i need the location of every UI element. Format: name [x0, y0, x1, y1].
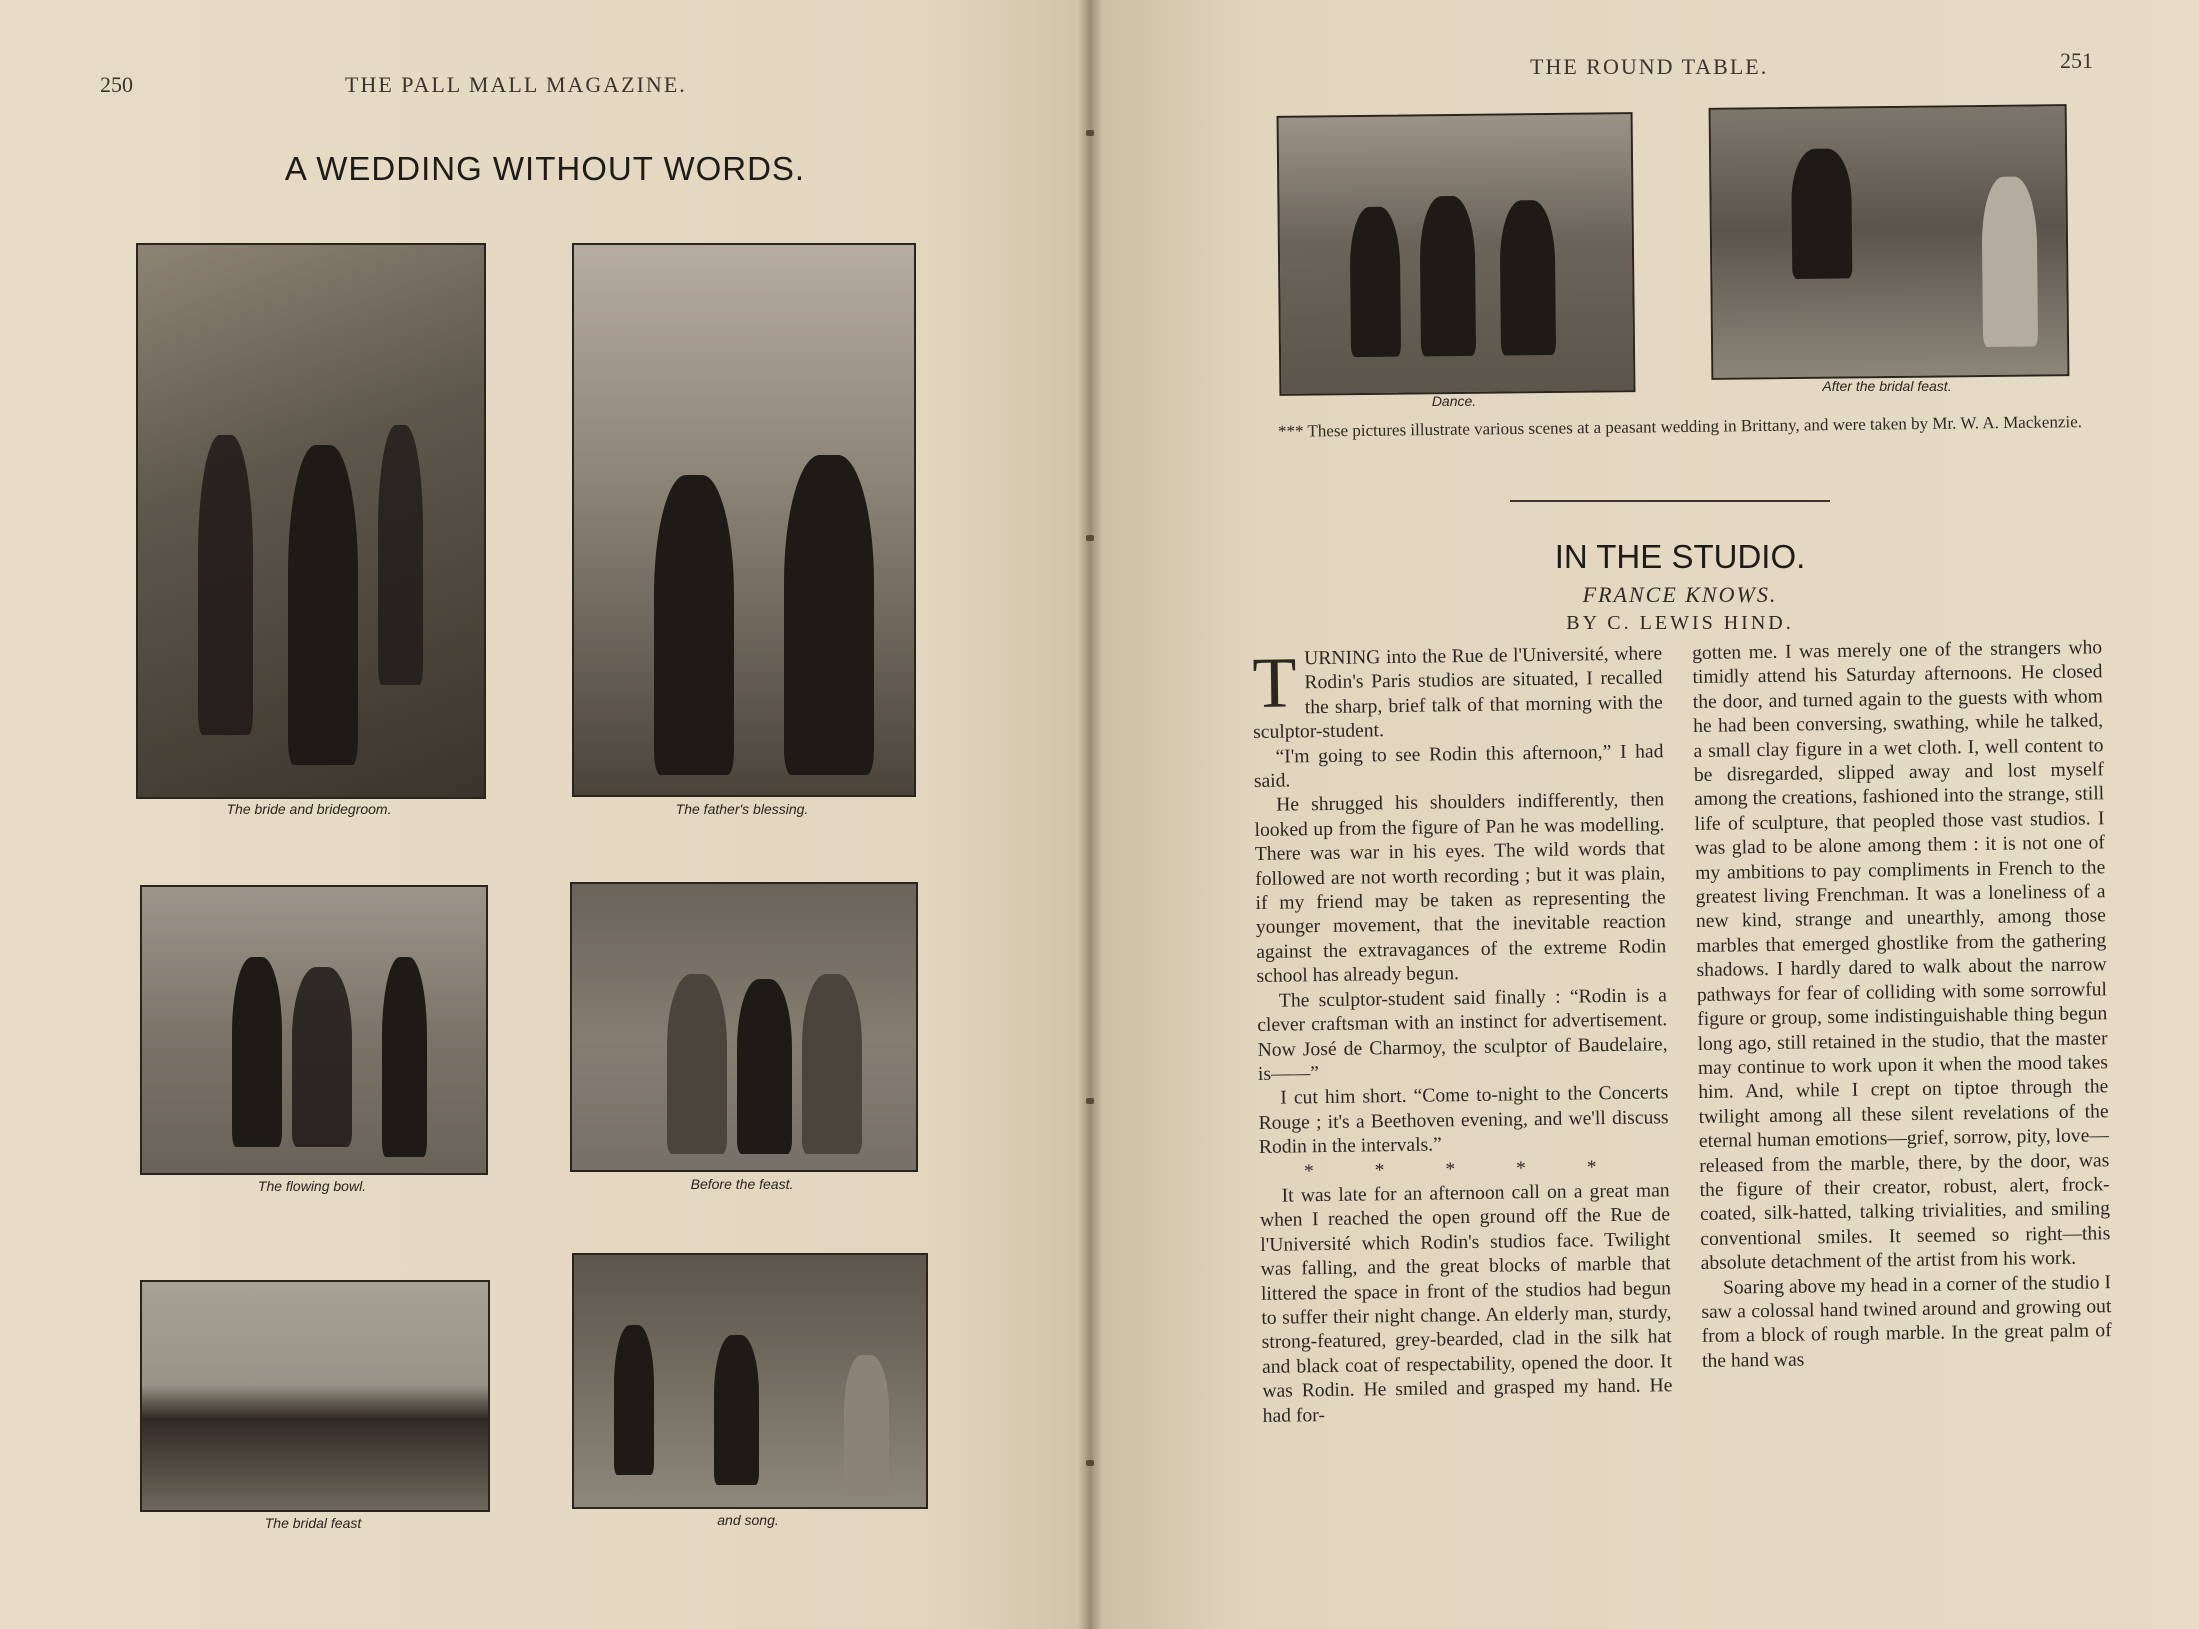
drop-cap: T	[1251, 642, 1298, 723]
photo-dance	[1277, 112, 1636, 396]
photo-credit-note: *** These pictures illustrate various scenes at a peasant wedding in Brittany, and were taken by Mr. W. A. Mackenzie.	[1277, 412, 2083, 441]
photo-bridal-feast	[140, 1280, 490, 1512]
caption-photo-dance: Dance.	[1431, 393, 1477, 409]
paragraph-text: URNING into the Rue de l'Université, where Rodin's Paris studios are situated, I recalled the sharp, brief talk of that morning with the sculptor-student.	[1253, 643, 1663, 744]
page-number-right: 251	[2060, 48, 2093, 73]
photo-bride-bridegroom	[136, 243, 486, 799]
page-number-left: 250	[100, 72, 133, 97]
binding-stitch	[1086, 1460, 1094, 1466]
paragraph: He shrugged his shoulders indifferently, then looked up from the figure of Pan he was modelling. There was war in his eyes. The wild words that followed are not worth recording ; but it was plain, if my friend may be taken as representing the younger movement, that the inevitable reaction against the extravagances of the extreme Rodin school has already begun.	[1254, 789, 1667, 988]
photo-after-bridal-feast	[1709, 104, 2070, 380]
article-subtitle: FRANCE KNOWS.	[1582, 582, 1778, 607]
paragraph: Soaring above my head in a corner of the studio I saw a colossal hand twined around and growing out from a block of rough marble. In the great palm of the hand was	[1701, 1271, 2112, 1372]
photo-fathers-blessing	[572, 243, 916, 797]
article-column-1	[1252, 642, 1673, 1429]
article-column-2	[1692, 636, 2112, 1374]
caption-photo-3: The flowing bowl.	[257, 1178, 367, 1194]
paragraph: gotten me. I was merely one of the strangers who timidly attend his Saturday afternoons. He closed the door, and turned again to the guests with whom he had been conversing, swathing, while he talked, a small clay figure in a wet cloth. I, well content to be disregarded, slipped away and lost myself among the creations, fashioned into the strange, still life of sculpture, that peopled those vast studios. I was glad to be alone among them : it is not one of my ambitions to pay compliments in French to the greatest living Frenchman. It was a loneliness of a new kind, strange and unearthly, among those marbles that emerged ghostlike from the gathering shadows. I hardly dared to walk about the narrow pathways for fear of colliding with some sorrowful figure or group, some indistinguishable thing begun long ago, still retained in the studio, that the master may continue to work upon it when the mood takes him. And, while I crept on tiptoe through the twilight among all these silent revelations of the eternal human emotions—grief, sorrow, pity, love—released from the marble, there, by the door, was the figure of their creator, robust, alert, frock-coated, silk-hatted, talking trivialities, and smiling conventional smiles. It seemed so right—this absolute detachment of the artist from his work.	[1692, 637, 2111, 1275]
caption-photo-1: The bride and bridegroom.	[226, 801, 392, 817]
left-page	[0, 0, 1090, 1629]
caption-photo-6: and song.	[717, 1512, 779, 1528]
paragraph: “I'm going to see Rodin this afternoon,” I had said.	[1253, 740, 1664, 793]
caption-photo-5: The bridal feast	[264, 1515, 362, 1531]
paragraph	[1252, 642, 1663, 745]
book-gutter	[1078, 0, 1102, 1629]
running-head-left: THE PALL MALL MAGAZINE.	[345, 72, 687, 97]
section-rule	[1510, 500, 1830, 502]
photo-and-song	[572, 1253, 928, 1509]
caption-photo-after-feast: After the bridal feast.	[1822, 378, 1952, 394]
running-head-right: THE ROUND TABLE.	[1530, 54, 1769, 79]
photo-flowing-bowl	[140, 885, 488, 1175]
photo-before-feast	[570, 882, 918, 1172]
paragraph: The sculptor-student said finally : “Rodin is a clever craftsman with an instinct for advertisement. Now José de Charmoy, the sculptor of Baudelaire, is——”	[1257, 984, 1668, 1085]
caption-photo-2: The father's blessing.	[675, 801, 809, 817]
article-byline: BY C. LEWIS HIND.	[1566, 612, 1794, 634]
binding-stitch	[1086, 1098, 1094, 1104]
binding-stitch	[1086, 130, 1094, 136]
article-title-wedding: A WEDDING WITHOUT WORDS.	[284, 150, 806, 187]
binding-stitch	[1086, 535, 1094, 541]
paragraph: It was late for an afternoon call on a great man when I reached the open ground off the Rue de l'Université which Rodin's studios face. Twilight was falling, and the great blocks of marble that littered the space in front of the studios had begun to suffer their night change. An elderly man, sturdy, strong-featured, grey-bearded, clad in the silk hat and black coat of respectability, opened the door. It was Rodin. He smiled and grasped my hand. He had for-	[1259, 1180, 1673, 1427]
section-break-stars: * * * * *	[1303, 1156, 1625, 1182]
caption-photo-4: Before the feast.	[690, 1176, 794, 1192]
paragraph: I cut him short. “Come to-night to the Concerts Rouge ; it's a Beethoven evening, and we'll discuss Rodin in the intervals.”	[1258, 1082, 1669, 1159]
article-title-studio: IN THE STUDIO.	[1554, 538, 1806, 575]
